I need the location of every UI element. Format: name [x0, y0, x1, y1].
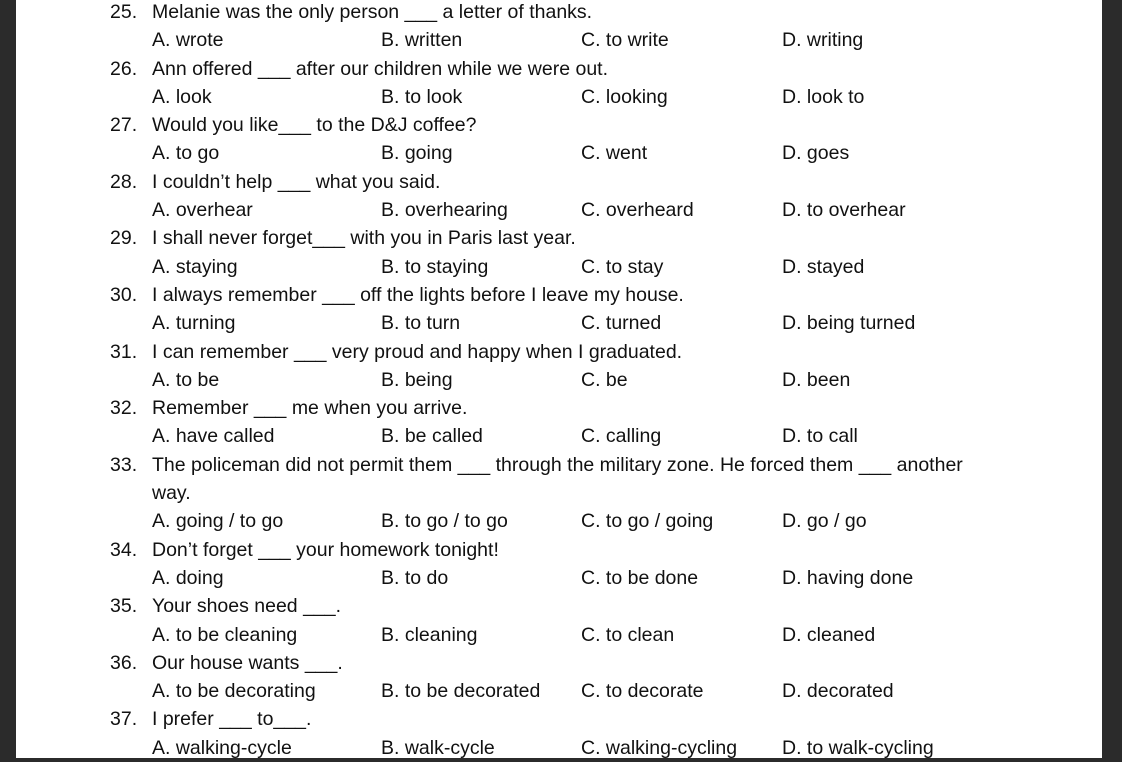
question-text: Our house wants ___.: [152, 651, 343, 674]
answer-options: [110, 564, 1070, 592]
question-text: Ann offered ___ after our children while we were out.: [152, 57, 608, 80]
option-a: A. wrote: [152, 29, 224, 52]
question-text-continued: way.: [152, 482, 191, 505]
option-d: D. cleaned: [782, 623, 876, 646]
option-c: C. be: [581, 368, 628, 391]
option-d: D. stayed: [782, 255, 865, 278]
question-text: I couldn’t help ___ what you said.: [152, 170, 441, 193]
question-line: [110, 168, 1070, 196]
question-item: [110, 55, 1070, 112]
question-line: [110, 451, 1070, 479]
question-list: [110, 0, 1070, 762]
answer-options: [110, 253, 1070, 281]
question-line: [110, 55, 1070, 83]
answer-options: [110, 507, 1070, 535]
question-number: 25.: [110, 1, 138, 23]
option-c: C. calling: [581, 425, 662, 448]
question-number: 37.: [110, 708, 138, 731]
option-b: B. to staying: [381, 255, 489, 278]
answer-options: [110, 26, 1070, 54]
option-a: A. to be cleaning: [152, 623, 298, 646]
option-b: B. overhearing: [381, 199, 508, 222]
worksheet-page: [16, 0, 1102, 758]
option-d: D. writing: [782, 29, 864, 52]
option-d: D. been: [782, 368, 851, 391]
question-number: 26.: [110, 57, 138, 80]
question-number: 36.: [110, 651, 138, 674]
question-item: [110, 111, 1070, 168]
option-c: C. looking: [581, 85, 668, 108]
answer-options: [110, 366, 1070, 394]
question-item: [110, 0, 1070, 55]
question-text: I prefer ___ to___.: [152, 708, 312, 731]
question-line: [110, 224, 1070, 252]
option-b: B. to turn: [381, 312, 461, 335]
answer-options: [110, 677, 1070, 705]
option-d: D. look to: [782, 85, 865, 108]
option-a: A. to be: [152, 368, 220, 391]
option-a: A. have called: [152, 425, 275, 448]
option-c: C. to stay: [581, 255, 664, 278]
option-b: B. to look: [381, 85, 463, 108]
option-d: D. to call: [782, 425, 858, 448]
option-d: D. being turned: [782, 312, 916, 335]
option-c: C. to write: [581, 29, 669, 52]
option-b: B. be called: [381, 425, 483, 448]
question-line: [110, 592, 1070, 620]
option-d: D. decorated: [782, 680, 894, 703]
option-a: A. overhear: [152, 199, 253, 222]
option-c: C. turned: [581, 312, 662, 335]
option-a: A. walking-cycle: [152, 736, 292, 759]
answer-options: [110, 83, 1070, 111]
question-line: [110, 649, 1070, 677]
question-item: [110, 592, 1070, 649]
option-b: B. cleaning: [381, 623, 478, 646]
option-a: A. staying: [152, 255, 238, 278]
option-c: C. to clean: [581, 623, 675, 646]
option-b: B. to go / to go: [381, 510, 508, 533]
question-item: [110, 224, 1070, 281]
option-c: C. walking-cycling: [581, 736, 738, 759]
question-line: [110, 0, 1070, 26]
question-text: I shall never forget___ with you in Paris last year.: [152, 227, 576, 250]
question-item: [110, 281, 1070, 338]
option-c: C. went: [581, 142, 648, 165]
option-b: B. written: [381, 29, 463, 52]
option-b: B. going: [381, 142, 453, 165]
question-number: 30.: [110, 283, 138, 306]
question-item: [110, 451, 1070, 536]
option-b: B. being: [381, 368, 453, 391]
option-b: B. walk-cycle: [381, 736, 495, 759]
question-number: 33.: [110, 453, 138, 476]
option-c: C. to be done: [581, 566, 699, 589]
answer-options: [110, 309, 1070, 337]
question-text: I always remember ___ off the lights before I leave my house.: [152, 283, 684, 306]
option-b: B. to be decorated: [381, 680, 541, 703]
question-item: [110, 536, 1070, 593]
question-item: [110, 649, 1070, 706]
option-a: A. to go: [152, 142, 220, 165]
option-d: D. goes: [782, 142, 850, 165]
question-text: Don’t forget ___ your homework tonight!: [152, 538, 499, 561]
option-a: A. doing: [152, 566, 224, 589]
option-a: A. going / to go: [152, 510, 284, 533]
question-item: [110, 705, 1070, 762]
question-number: 28.: [110, 170, 138, 193]
question-text: Melanie was the only person ___ a letter of thanks.: [152, 1, 593, 23]
question-number: 27.: [110, 114, 138, 137]
question-line: [110, 394, 1070, 422]
option-d: D. having done: [782, 566, 914, 589]
option-d: D. to overhear: [782, 199, 906, 222]
question-line: [110, 338, 1070, 366]
question-number: 32.: [110, 397, 138, 420]
answer-options: [110, 139, 1070, 167]
question-line: [110, 536, 1070, 564]
option-c: C. to go / going: [581, 510, 714, 533]
answer-options: [110, 422, 1070, 450]
option-a: A. turning: [152, 312, 236, 335]
question-text: I can remember ___ very proud and happy when I graduated.: [152, 340, 683, 363]
question-number: 34.: [110, 538, 138, 561]
question-text: Would you like___ to the D&J coffee?: [152, 114, 477, 137]
option-b: B. to do: [381, 566, 449, 589]
answer-options: [110, 621, 1070, 649]
option-a: A. to be decorating: [152, 680, 316, 703]
question-text: Remember ___ me when you arrive.: [152, 397, 468, 420]
option-a: A. look: [152, 85, 212, 108]
question-item: [110, 338, 1070, 395]
option-c: C. to decorate: [581, 680, 704, 703]
option-d: D. go / go: [782, 510, 867, 533]
question-text: The policeman did not permit them ___ through the military zone. He forced them ___ another: [152, 453, 963, 476]
question-line: [110, 705, 1070, 733]
question-number: 35.: [110, 595, 138, 618]
question-item: [110, 394, 1070, 451]
question-item: [110, 168, 1070, 225]
question-line: [110, 111, 1070, 139]
option-c: C. overheard: [581, 199, 694, 222]
question-text: Your shoes need ___.: [152, 595, 342, 618]
option-d: D. to walk-cycling: [782, 736, 934, 759]
question-number: 29.: [110, 227, 138, 250]
answer-options: [110, 196, 1070, 224]
question-number: 31.: [110, 340, 138, 363]
question-line: [110, 281, 1070, 309]
